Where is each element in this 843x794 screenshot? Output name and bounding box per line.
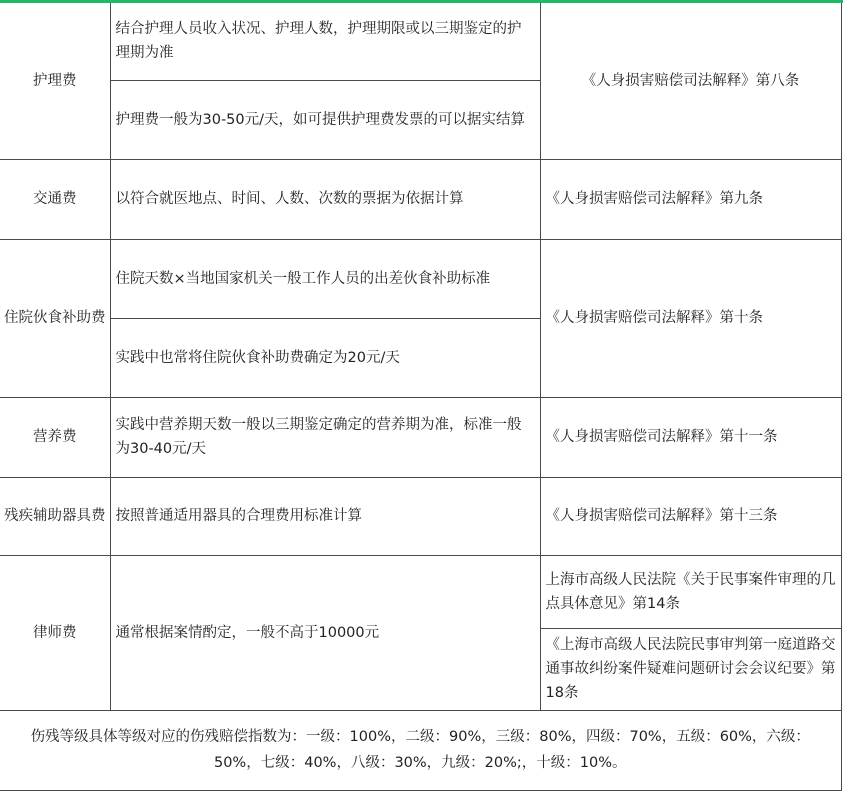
law-cell-transport: 《人身损害赔偿司法解释》第九条 [540, 159, 841, 239]
table-row [0, 397, 841, 477]
desc-cell-nursing-1: 结合护理人员收入状况、护理人数，护理期限或以三期鉴定的护理期为准 [110, 3, 540, 80]
table-row [0, 159, 841, 239]
desc-cell-nursing-2: 护理费一般为30-50元/天，如可提供护理费发票的可以据实结算 [110, 80, 540, 159]
category-cell-nutrition: 营养费 [0, 397, 110, 477]
law-cell-aids: 《人身损害赔偿司法解释》第十三条 [540, 477, 841, 555]
category-cell-lawyer: 律师费 [0, 555, 110, 710]
law-cell-meal: 《人身损害赔偿司法解释》第十条 [540, 239, 841, 397]
desc-cell-transport: 以符合就医地点、时间、人数、次数的票据为依据计算 [110, 159, 540, 239]
table-row [0, 477, 841, 555]
category-cell-aids: 残疾辅助器具费 [0, 477, 110, 555]
desc-cell-lawyer: 通常根据案情酌定，一般不高于10000元 [110, 555, 540, 710]
desc-cell-nutrition: 实践中营养期天数一般以三期鉴定确定的营养期为准，标准一般为30-40元/天 [110, 397, 540, 477]
law-cell-nursing: 《人身损害赔偿司法解释》第八条 [540, 3, 841, 159]
desc-cell-meal-2: 实践中也常将住院伙食补助费确定为20元/天 [110, 318, 540, 397]
table-row [0, 710, 841, 790]
category-cell-nursing: 护理费 [0, 3, 110, 159]
category-cell-meal: 住院伙食补助费 [0, 239, 110, 397]
table-row [0, 555, 841, 628]
law-cell-lawyer-2: 《上海市高级人民法院民事审判第一庭道路交通事故纠纷案件疑难问题研讨会会议纪要》第18条 [540, 628, 841, 710]
table-row [0, 239, 841, 318]
category-cell-transport: 交通费 [0, 159, 110, 239]
law-cell-lawyer-1: 上海市高级人民法院《关于民事案件审理的几点具体意见》第14条 [540, 555, 841, 628]
compensation-table [0, 3, 842, 791]
law-cell-nutrition: 《人身损害赔偿司法解释》第十一条 [540, 397, 841, 477]
footnote-cell: 伤残等级具体等级对应的伤残赔偿指数为：一级：100%，二级：90%，三级：80%，四级：70%，五级：60%，六级：50%，七级：40%，八级：30%，九级：20%;，十级：10%。 [0, 710, 841, 790]
desc-cell-aids: 按照普通适用器具的合理费用标准计算 [110, 477, 540, 555]
desc-cell-meal-1: 住院天数×当地国家机关一般工作人员的出差伙食补助标准 [110, 239, 540, 318]
table-row [0, 3, 841, 80]
